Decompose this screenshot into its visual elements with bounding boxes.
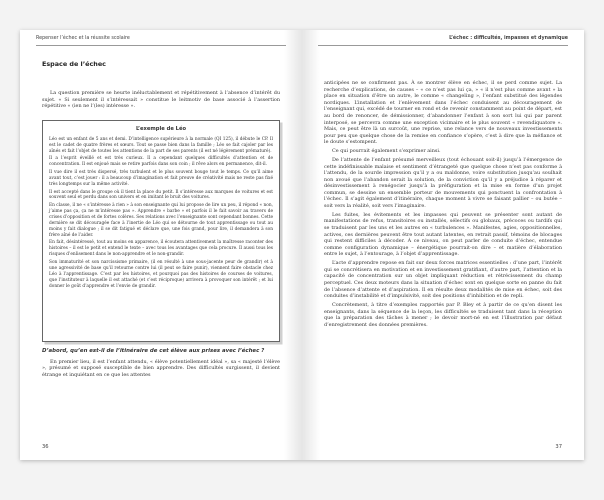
body-paragraph: Concrètement, à titre d’exemples rapportés par P. Bley et à partir de ce qu’en disent les enseignants, dans la séquence de la leçon, les difficultés se traduisent tant dans la réception que la préparation des tâches à mener ; le devoir mort-né en est l’illustration par défaut d’enregistrement des données premières. [324,301,562,328]
gutter-shadow-left [284,30,302,460]
right-body-text [324,80,562,331]
body-paragraph: anticipées ne se confirment pas. À se montrer élève en échec, il se perd comme sujet. La recherche d’explications, de causes – « ce n’est pas lui ça, » « il n’est plus comme avant » la place en situation d’être un autre, le comme « changeling », l’enfant substitué des légendes nordiques. L’installation et l’enlèvement dans l’échec conduisent au découragement de l’enseignant qui, excédé de tourner en rond et de revenir constamment au point de départ, est au bord de renoncer, de démissionner, d’abandonner l’enfant à son sort lui qui par parent interposé, se percevra comme une exception vicimaire et le plus souvent « revendiquatore ». Mais, ce peut être là un surcoût, une reprise, une relance vers de nouveaux investissements pour peu que quelque chose de la remise en confiance s’opère, c’est à dire que la méfiance et le doute s’estompent. [324,80,562,146]
box-paragraph: Il est accepté dans le groupe où il tient la place du petit. Il s’intéresse aux marques de voitures et est souvent seul et perdu dans son univers et en imitant le bruit des voitures. [49,189,273,201]
left-page [20,30,302,460]
running-head-right: L’échec : difficultés, impasses et dynamique [449,36,568,41]
box-paragraph: En classe, il ne « s’intéresse à rien » à son enseignante qui lui propose de lire un peu, il répond « non, j’aime pas ça, ça ne m’intéresse pas ». Apprendre « barbe » et parfois il le fait savoir au travers de crises d’opposition et de fortes colères. Ses relations avec l’enseignante sont cependant bonnes. Cette dernière se dit découragée face à l’inertie de Léo qui se détourne de tout apprentissage ou tout au moins y fait dialogue ; il se dit fatigué et déclare que, une fois grand, pour lire, il demandera à son frère aîné de l’aider. [49,203,273,238]
italic-subheading: D’abord, qu’en est-il de l’itinéraire de cet élève aux prises avec l’échec ? [42,348,265,354]
page-number-left: 36 [42,444,49,450]
box-paragraph: En fait, désintéressé, tout au moins en apparence, il écoutera attentivement la maîtresse raconter des histoires – il est le petit et entend le texte – avec tous les avantages que cela procure. Il aussi tous les risques d’enlisement dans le non-apprendre et le non-grandir. [49,240,273,258]
box-paragraph: Son immaturité et son narcissisme primaire, (il en résulté à une sous-jacente peur de grandir) et à une agressivité de base qu’il retourne contre lui (il peut se faire punir), viennent faire obstacle chez Léo à l’apprentissage. C’est par les histoires, et pourquoi pas des histoires de courses de voitures, que l’instituteur à laquelle il est attaché (et c’est réciproque) arrivera à provoquer son intérêt ; et lui donner le goût d’apprendre et l’envie de grandir. [49,259,273,289]
running-head-left: Repenser l’échec et la réussite scolaire [36,36,130,41]
after-box-text [42,348,280,381]
right-page [302,30,584,460]
example-box-title: L’exemple de Léo [135,126,187,132]
body-paragraph: L’acte d’apprendre repose en fait sur deux forces matrices essentielles : d’une part, l’intérêt qui se concrétisera en motivation et en investissement gratifiant, d’autre part, l’attention et la capacité de concentration sur un objet impliquant réduction et rétrécissement du champ perceptuel. Ces deux moteurs dans la situation d’échec sont en quelque sorte en panne du fait de l’absence d’attente et d’aspiration. Il en résulte deux modalités de mise en échec, soit des conduites d’instabilité et d’impulsivité, soit des positions d’inhibition et de repli. [324,260,562,300]
box-paragraph: Léo est un enfant de 5 ans et demi. D’intelligence supérieure à la normale (QI 125), il débute le CP. Il est le cadet de quatre frères et sœurs. Tout se passe bien dans la famille ; Léo se fait cajoler par les aînés et fait l’objet de toutes les attentions de la part de ses parents (il est né légèrement prématuré). [49,136,273,154]
intro-text [42,90,280,112]
header-rule-right [318,45,568,46]
book-spread [20,30,584,460]
gutter-shadow-right [302,30,320,460]
box-paragraph: Il a l’esprit éveillé et est très curieux. Il a cependant quelques difficultés d’attention et de concentration. Il est enjoué mais se retire parfois dans son coin ; il rêve alors en permanence, dit-il. [49,156,273,168]
body-paragraph: Ce qui pourrait également s’exprimer ainsi. [332,148,441,155]
example-box [42,120,280,342]
body-paragraph: De l’attente de l’enfant présumé merveilleux (tout échouant soit-il) jusqu’à l’émergence de cette indéfinissable malaise et sentiment d’étrangeté que quelque chose n’est pas conforme à l’attendu, de la sourde impression qu’il y a ou maldonne, voire substitution jusqu’au soulhait non avoué que l’abandon serait la solution, de la conviction qu’il y a préjudice à réparer et désinvestissement à renégocier jusqu’à la préfiguration et la mise en forme d’un projet commun, se dessine un ensemble porteur de mouvements qui ponctuent la confrontation à l’échec. Il s’agit également d’itinéraire, chaque moment à vivre se faisant pallier – ou butée – soit vers la réalité, soit vers l’imaginaire. [324,156,562,210]
body-paragraph: Les fuites, les évitements et les impasses qui peuvent se présenter sont autant de manifestations de refus, transitoires ou installés, sélectifs ou globaux, précoces ou tardifs qui se traduisent par les uns et les autres en « turbulences ». Manifestes, agies, oppositionnelles, actives, ces dernières peuvent être tout autant latentes, en retrait passif, témoins de blocages qui restent difficiles à décoder. À ce niveau, on peut parler de conduite d’échec, entendue comme configuration dynamique – énergétique pourrait-on dire – et matière d’élaboration entre le sujet, à l’entourage, à l’objet d’apprentissage. [324,211,562,258]
box-paragraph: Il vue dire il est très dispersé, très turbulent et le plus souvent bouge tout le temps. Ce qu’il aime avant tout, c’est jouer : il a beaucoup d’imagination et fait preuve de créativité mais ne reste pas fixé très longtemps sur la même activité. [49,170,273,187]
intro-paragraph: La question première se heurte inéluctablement et répétitivement à l’absence d’intérêt du sujet. « Si seulement il s’intéressait » constitue le leitmotiv de base associé à l’assertion répétitive « (ien ne l’(les) intéresse ». [42,90,280,110]
section-title: Espace de l’échec [42,60,106,68]
after-paragraph: En premier lieu, il est l’enfant attendu, « élève potentiellement idéal », sa « majesté l’élève », présumé et supposé susceptible de bien apprendre. Des difficultés surgissent, il devient étrange et inquiétant en ce que les attentes [42,358,280,378]
header-rule-left [36,45,286,46]
page-number-right: 37 [555,444,562,450]
